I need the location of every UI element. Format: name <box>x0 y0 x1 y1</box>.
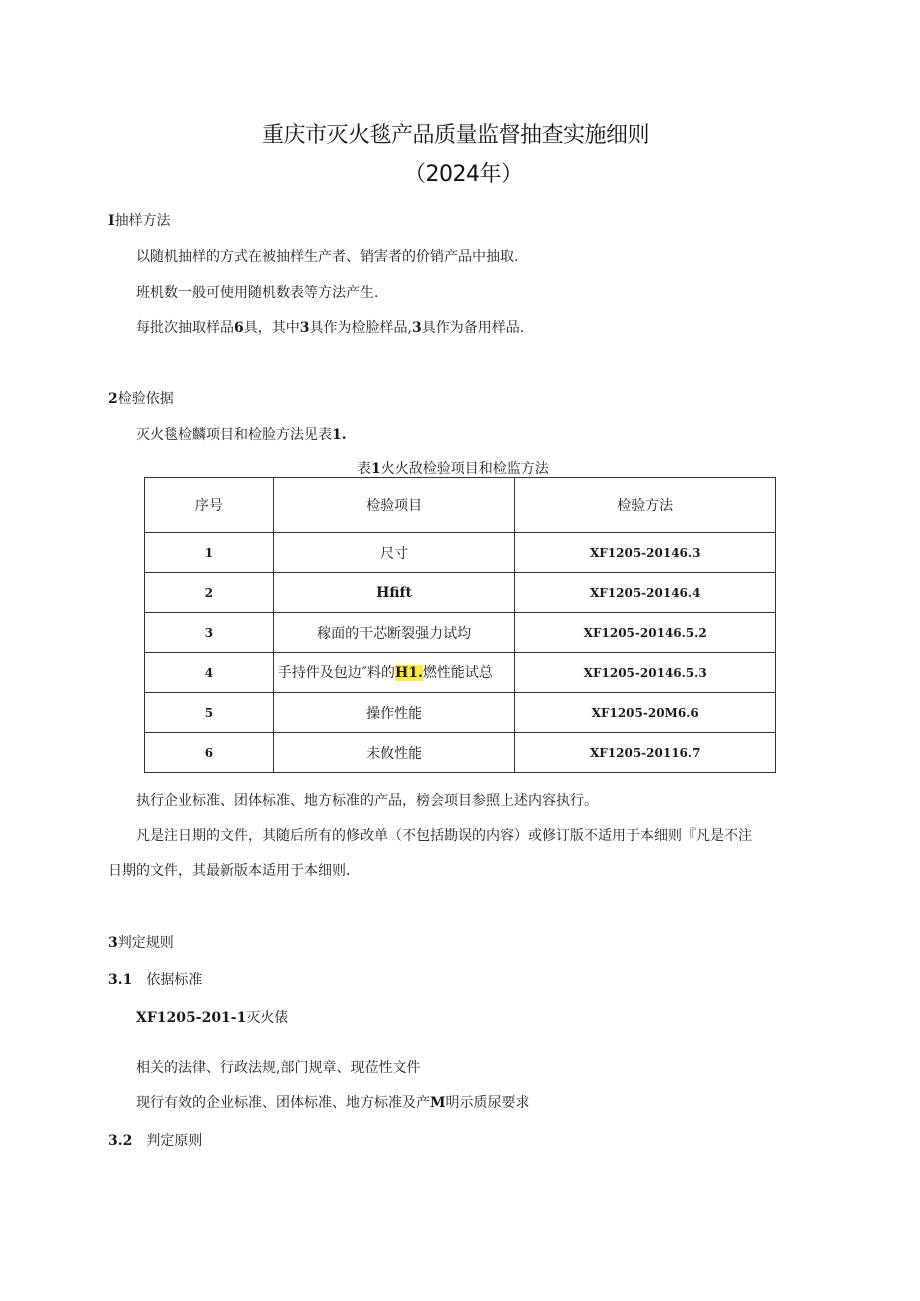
standard-name: 灭火俵 <box>246 1010 289 1026</box>
row-item: 尺寸 <box>273 533 515 573</box>
row-method: XF1205-20146.5.3 <box>515 653 776 693</box>
row-method: XF1205-20M6.6 <box>515 693 776 733</box>
section-1-number: I <box>108 213 115 229</box>
row-item: Hfift <box>273 573 515 613</box>
row-no: 1 <box>145 533 274 573</box>
row-item: 未攸性能 <box>273 733 515 773</box>
row-no: 3 <box>145 613 274 653</box>
section-3-title: 判定规则 <box>117 935 174 951</box>
row-no: 2 <box>145 573 274 613</box>
laws-line: 相关的法律、行政法规,部门规章、现莅性文件 <box>136 1060 421 1076</box>
section-1-heading <box>108 210 171 230</box>
section-1-paragraph-3: 每批次抽取样品6具，其中3具作为检脸样品,3具作为备用样品. <box>136 320 525 336</box>
standard-code: XF1205-201-1 <box>136 1010 247 1026</box>
row-no: 5 <box>145 693 274 733</box>
section-2-after-1: 执行企业标准、团体标准、地方标准的产品，榜会项目参照上述内容执行。 <box>136 793 598 809</box>
row-method: XF1205-20146.4 <box>515 573 776 613</box>
row-no: 6 <box>145 733 274 773</box>
page-subtitle: （2024年） <box>404 162 523 187</box>
row-method: XF1205-20116.7 <box>515 733 776 773</box>
section-2-after-2-line-1: 凡是注日期的文件，其随后所有的修改单（不包括勘误的内容）或修订版不适用于本细则『凡是不注 <box>136 828 752 844</box>
section-3-2-title: 判定原则 <box>146 1133 203 1149</box>
table-row <box>145 613 776 653</box>
valid-standards-line: 现行有效的企业标准、团体标准、地方标准及产M明示质尿要求 <box>136 1095 530 1111</box>
section-1-paragraph-1: 以随机抽样的方式在被抽样生产者、销害者的价销产品中抽取. <box>136 249 519 265</box>
row-method: XF1205-20146.3 <box>515 533 776 573</box>
section-3-heading <box>108 932 174 952</box>
table-row <box>145 693 776 733</box>
section-1-paragraph-2: 班机数一般可使用随机数表等方法产生. <box>136 285 379 301</box>
section-3-1-title: 依据标准 <box>146 972 203 988</box>
table-row <box>145 533 776 573</box>
section-1-title: 抽样方法 <box>114 213 171 229</box>
section-3-number: 3 <box>108 935 118 951</box>
section-2-after-2-line-2: 日期的文件，其最新版本适用于本细则. <box>108 863 351 879</box>
standard-line <box>136 1007 288 1027</box>
highlighted-text: H1. <box>395 664 423 681</box>
inspection-table <box>144 477 776 773</box>
section-3-1-number: 3.1 <box>108 972 133 988</box>
row-method: XF1205-20146.5.2 <box>515 613 776 653</box>
table-row <box>145 573 776 613</box>
row-item: 手持件及包边″料的H1.燃性能试总 <box>273 653 515 693</box>
table-header-row <box>145 478 776 533</box>
row-no: 4 <box>145 653 274 693</box>
row-item: 稼面的干芯断裂强力试均 <box>273 613 515 653</box>
table-caption: 表1火火敌检验项目和检监方法 <box>357 461 549 477</box>
header-method: 检验方法 <box>515 478 776 533</box>
page-title: 重庆市灭火毯产品质量监督抽查实施细则 <box>262 123 650 148</box>
section-2-heading <box>108 388 174 408</box>
section-3-1-heading <box>108 969 202 989</box>
header-no: 序号 <box>145 478 274 533</box>
section-2-number: 2 <box>108 391 118 407</box>
table-row <box>145 653 776 693</box>
row-item: 操作性能 <box>273 693 515 733</box>
header-item: 检验项目 <box>273 478 515 533</box>
section-3-2-heading <box>108 1130 202 1150</box>
section-3-2-number: 3.2 <box>108 1133 133 1149</box>
section-2-title: 检验依据 <box>117 391 174 407</box>
table-row <box>145 733 776 773</box>
section-2-intro: 灭火毯检麟项目和检脸方法见表1. <box>136 427 347 443</box>
